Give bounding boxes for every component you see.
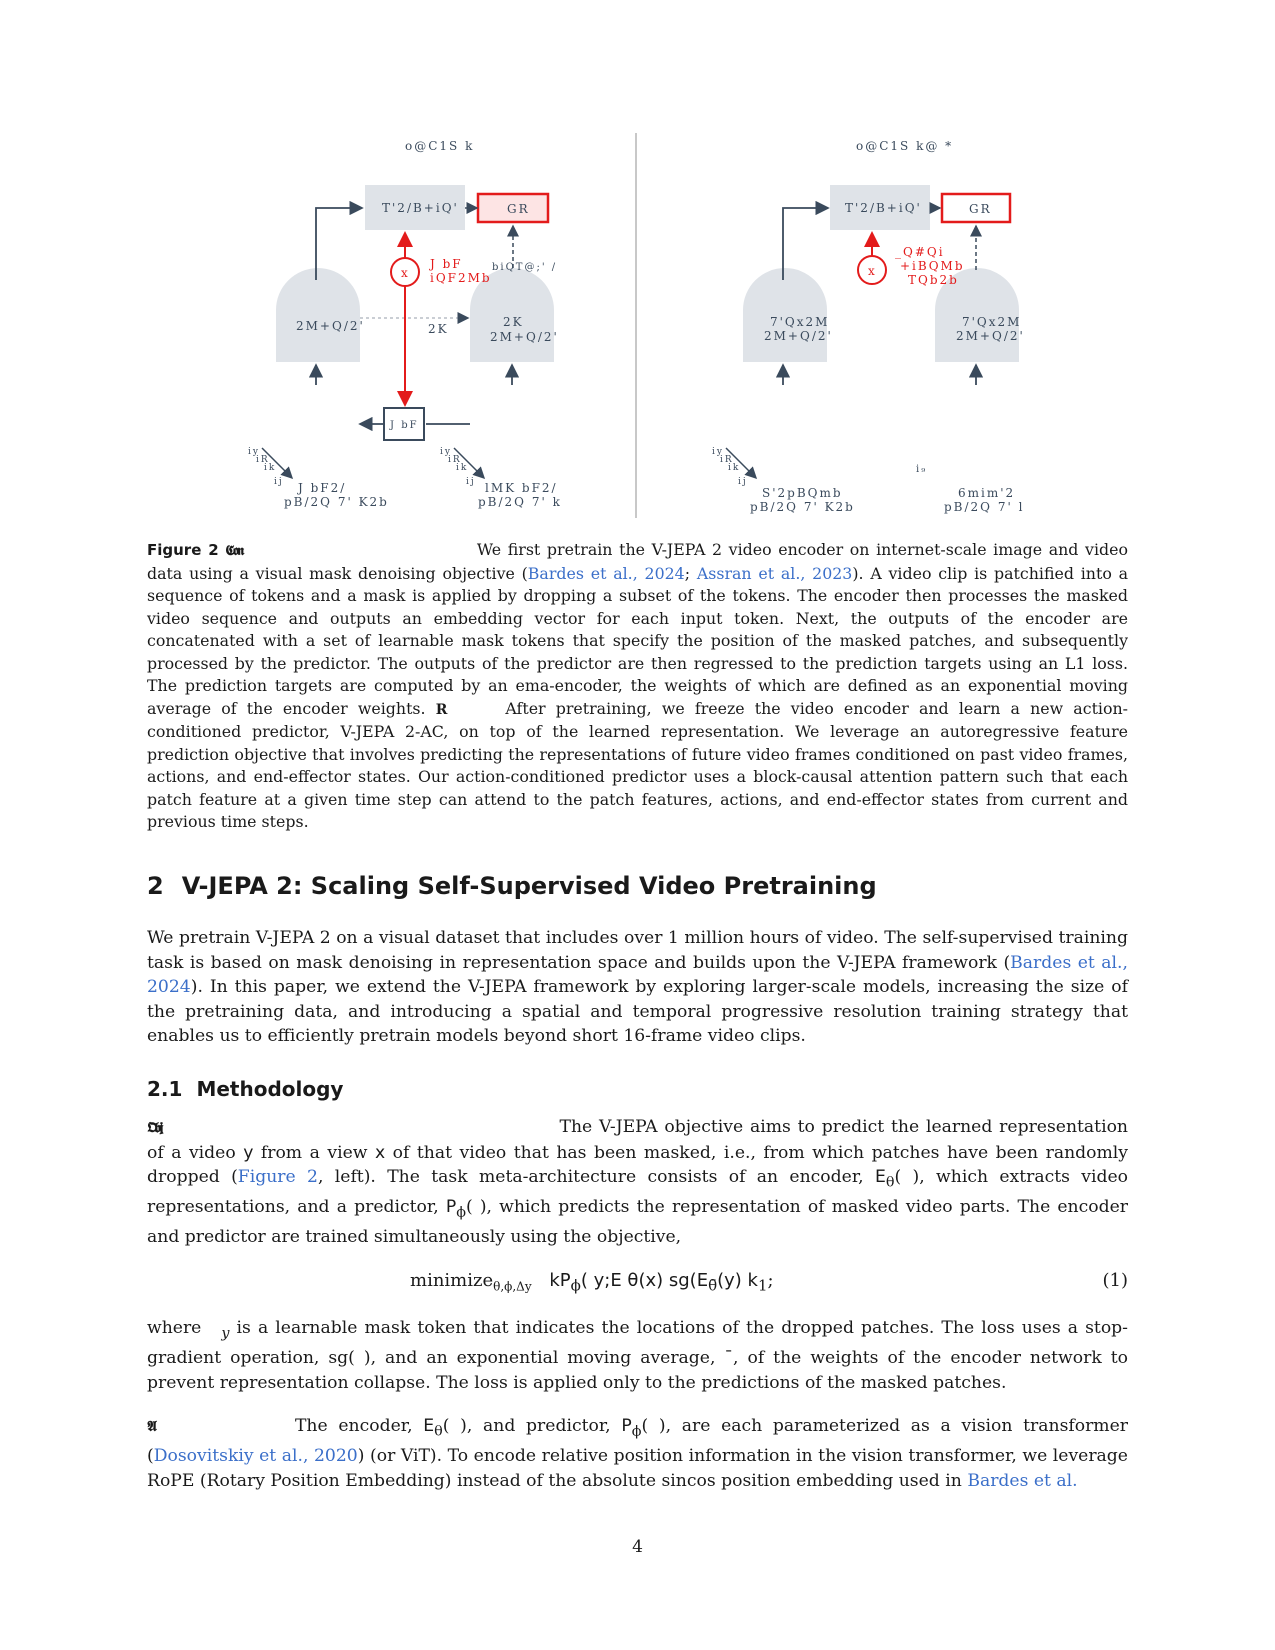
left-encoder-shape bbox=[276, 268, 360, 362]
right-encoder-left-label-2: 2M+Q/2' bbox=[764, 329, 833, 343]
right-target-label: GR bbox=[969, 202, 992, 216]
section-intro-paragraph: We pretrain V-JEPA 2 on a visual dataset that includes over 1 million hours of video. The self-supervised training task is based on mask denoising in representation space and builds upon the V-JEPA framework (Bardes et al., 2024). In this paper, we extend the V-JEPA framework by exploring larger-scale models, increasing the size of the pretraining data, and introducing a spatial and temporal progressive resolution training strategy that enables us to efficiently pretrain models beyond short 16-frame video clips. bbox=[147, 928, 1128, 1047]
svg-text:x: x bbox=[401, 266, 410, 280]
equation-number: (1) bbox=[1102, 1270, 1128, 1291]
left-dashed-label: biQT@;' / bbox=[492, 262, 558, 273]
right-mask-label-3: TQb2b bbox=[908, 273, 959, 287]
right-bottom-label-1: S'2pBQmb bbox=[762, 486, 843, 500]
right-panel-title: o@C1S k@ * bbox=[856, 139, 954, 153]
svg-text:iR: iR bbox=[256, 455, 270, 465]
left-encoder-label: 2M+Q/2' bbox=[296, 319, 365, 333]
left-mask-label-1: J bF bbox=[430, 257, 463, 271]
page-number: 4 bbox=[632, 1537, 643, 1557]
svg-text:ij: ij bbox=[274, 477, 284, 487]
left-frames-stack-b bbox=[440, 447, 484, 487]
svg-text:iy: iy bbox=[440, 447, 452, 457]
right-glyph-mid: i₉ bbox=[916, 464, 928, 475]
right-bottom-label-2: pB/2Q 7' K2b bbox=[750, 500, 855, 514]
svg-text:iy: iy bbox=[248, 447, 260, 457]
right-mask-label-1: _Q#Qi bbox=[895, 245, 945, 259]
figure-caption: Figure 2 𝕮𝖔𝖓 We first pretrain the V-JEPA 2 video encoder on internet-scale image and video data using a visual mask denoising objective (Bardes et al., 2024; Assran et al., 2023). A video clip is patchified into a sequence of tokens and a mask is applied by dropping a subset of the tokens. The encoder then processes the masked video sequence and outputs an embedding vector for each input token. Next, the outputs of the encoder are concatenated with a set of learnable mask tokens that specify the position of the masked patches, and subsequently processed by the predictor. The outputs of the predictor are then regressed to the prediction targets using an L1 loss. The prediction targets are computed by an ema-encoder, the weights of which are defined as an exponential moving average of the encoder weights. R After pretraining, we freeze the video encoder and learn a new action-conditioned predictor, V-JEPA 2-AC, on top of the learned representation. We leverage an autoregressive feature prediction objective that involves predicting the representations of future video frames conditioned on past video frames, actions, and end-effector states. Our action-conditioned predictor uses a block-causal attention pattern such that each patch feature at a given time step can attend to the patch features, actions, and end-effector states from current and previous time steps. bbox=[147, 540, 1129, 831]
section-heading: 2 V-JEPA 2: Scaling Self-Supervised Video Pretraining bbox=[147, 872, 877, 900]
right-frames-stack bbox=[712, 447, 756, 487]
svg-text:ik: ik bbox=[456, 463, 469, 473]
caption-glyph-2: R bbox=[435, 701, 446, 718]
right-encoder-left-label-1: 7'Qx2M bbox=[770, 315, 830, 329]
paragraph-heading-glyph-a: 𝕬 bbox=[147, 1419, 155, 1435]
right-bottom-label-3: 6mim'2 bbox=[958, 486, 1016, 500]
svg-text:J bF: J bF bbox=[390, 420, 419, 431]
equation-1: minimize$_{\theta,\phi,\Delta y}$ $kP_\phi$( y;E θ(x) $sg(E_{\thetā}(y)$ $k_1$; (1) bbox=[410, 1270, 1128, 1295]
svg-text:ij: ij bbox=[466, 477, 476, 487]
left-ema-label-2: 2M+Q/2' bbox=[490, 330, 559, 344]
cite-dosovitskiy-2020[interactable]: Dosovitskiy et al., 2020 bbox=[153, 1446, 358, 1467]
svg-text:ij: ij bbox=[738, 477, 748, 487]
methodology-paragraph-2: where $_y$ is a learnable mask token that indicates the locations of the dropped patches. The loss uses a stop-gradient operation, sg( ), and an exponential moving average, ¯, of the weights of the encoder network to prevent representation collapse. The loss is applied only to the predictions of the masked patches. bbox=[147, 1318, 1128, 1393]
subsection-heading: 2.1 Methodology bbox=[147, 1077, 344, 1101]
paragraph-heading-glyphs: 𝕺𝖇𝖏 bbox=[147, 1120, 162, 1136]
left-bottom-label-3: lMK bF2/ bbox=[485, 481, 558, 495]
figure-2-diagram bbox=[0, 0, 1275, 520]
cite-bardes-2024[interactable]: Bardes et al., 2024 bbox=[527, 563, 685, 583]
svg-text:iy: iy bbox=[712, 447, 724, 457]
right-bottom-label-4: pB/2Q 7' l bbox=[944, 500, 1025, 514]
left-predictor-label: T'2/B+iQ' bbox=[382, 201, 459, 215]
svg-text:iR: iR bbox=[720, 455, 734, 465]
right-mask-label-2: +iBQMb bbox=[900, 259, 965, 273]
caption-label: Figure 2 bbox=[147, 541, 219, 559]
cite-assran-2023[interactable]: Assran et al., 2023 bbox=[696, 563, 853, 583]
ref-figure-2[interactable]: Figure 2 bbox=[237, 1167, 318, 1188]
left-mask-label-2: iQF2Mb bbox=[430, 271, 492, 285]
left-ema-arrow-label: 2K bbox=[428, 322, 449, 336]
caption-glyphs: 𝕮𝖔𝖓 bbox=[225, 543, 243, 559]
cite-bardes-c[interactable]: Bardes et al. bbox=[967, 1470, 1078, 1491]
left-target-label: GR bbox=[507, 202, 530, 216]
svg-text:x: x bbox=[868, 264, 877, 278]
svg-text:ik: ik bbox=[264, 463, 277, 473]
svg-text:iR: iR bbox=[448, 455, 462, 465]
methodology-paragraph-1: 𝕺𝖇𝖏 The V-JEPA objective aims to predict the learned representation of a video y from a view x of that video that has been masked, i.e., from which patches have been randomly dropped (Figure 2, left). The task meta-architecture consists of an encoder, $E_\theta$( ), which extracts video representations, and a predictor, $P_\phi$( ), which predicts the representation of masked video parts. The encoder and predictor are trained simultaneously using the objective, bbox=[147, 1117, 1129, 1248]
left-bottom-label-1: J bF2/ bbox=[298, 481, 347, 495]
left-bottom-label-4: pB/2Q 7' k bbox=[478, 495, 562, 509]
right-encoder-right-label-1: 7'Qx2M bbox=[962, 315, 1022, 329]
left-bottom-label-2: pB/2Q 7' K2b bbox=[284, 495, 389, 509]
cite-bardes-2024-b[interactable]: Bardes et al., 2024 bbox=[147, 952, 1128, 998]
left-panel-title: o@C1S k bbox=[405, 139, 475, 153]
svg-text:ik: ik bbox=[728, 463, 741, 473]
left-frames-stack-a bbox=[248, 447, 292, 487]
right-encoder-right-label-2: 2M+Q/2' bbox=[956, 329, 1025, 343]
left-ema-label-1: 2K bbox=[503, 315, 524, 329]
right-predictor-label: T'2/B+iQ' bbox=[845, 201, 922, 215]
methodology-paragraph-3: 𝕬 The encoder, $E_\theta$( ), and predictor, $P_\phi$( ), are each parameterized as a vision transformer (Dosovitskiy et al., 2020) (or ViT). To encode relative position information in the vision transformer, we leverage RoPE (Rotary Position Embedding) instead of the absolute sincos position embedding used in Bardes et al. bbox=[147, 1416, 1128, 1491]
